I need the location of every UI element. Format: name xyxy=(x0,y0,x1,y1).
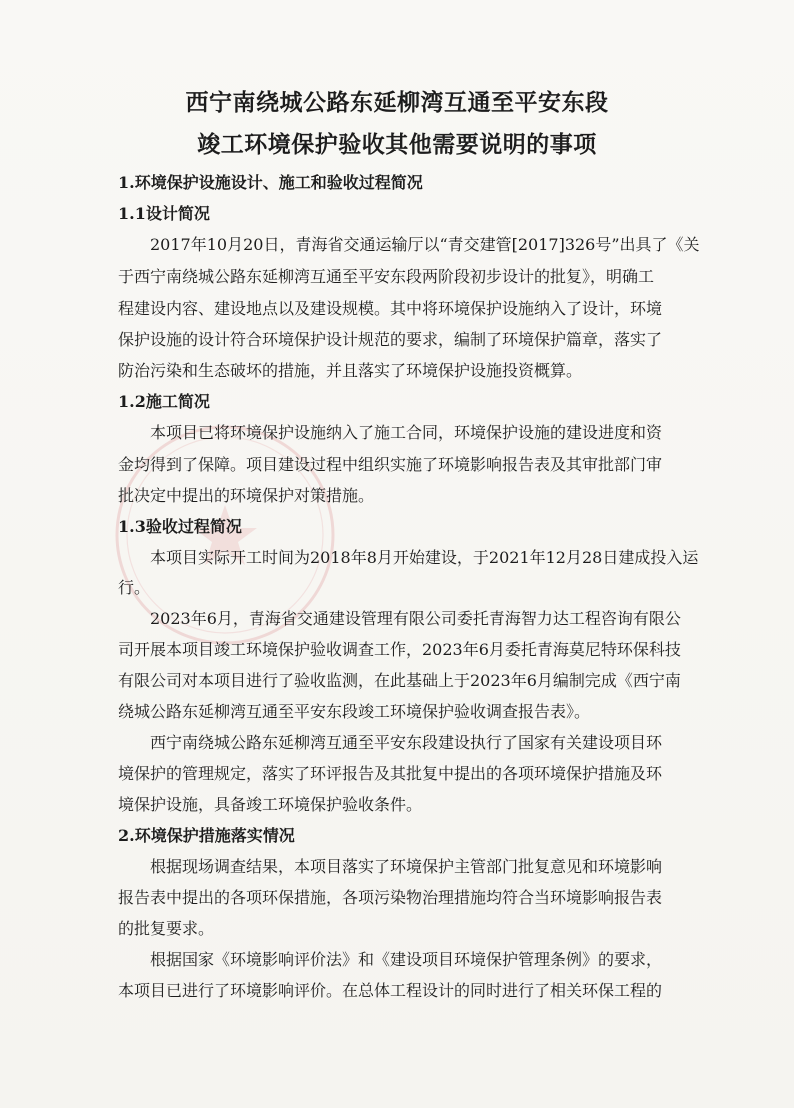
paragraph-line: 根据现场调查结果，本项目落实了环境保护主管部门批复意见和环境影响 xyxy=(150,857,663,876)
document-title-line-2: 竣工环境保护验收其他需要说明的事项 xyxy=(197,131,597,158)
section-1-2-heading: 1.2施工简况 xyxy=(118,392,210,411)
paragraph-line: 境保护设施，具备竣工环境保护验收条件。 xyxy=(118,795,423,814)
paragraph-line: 境保护的管理规定，落实了环评报告及其批复中提出的各项环境保护措施及环 xyxy=(118,764,663,783)
paragraph-line: 西宁南绕城公路东延柳湾互通至平安东段建设执行了国家有关建设项目环 xyxy=(150,733,663,752)
paragraph-line: 2017年10月20日，青海省交通运输厅以“青交建管[2017]326号”出具了《关 xyxy=(150,235,700,254)
paragraph-line: 保护设施的设计符合环境保护设计规范的要求，编制了环境保护篇章，落实了 xyxy=(118,330,663,349)
paragraph-line: 司开展本项目竣工环境保护验收调查工作，2023年6月委托青海莫尼特环保科技 xyxy=(118,640,681,659)
document-title-line-1: 西宁南绕城公路东延柳湾互通至平安东段 xyxy=(185,89,609,116)
paragraph-line: 行。 xyxy=(118,578,151,597)
paragraph-line: 本项目已将环境保护设施纳入了施工合同，环境保护设施的建设进度和资 xyxy=(150,423,663,442)
section-1-3-heading: 1.3验收过程简况 xyxy=(118,517,242,536)
section-2-heading: 2.环境保护措施落实情况 xyxy=(118,826,295,845)
paragraph-line: 本项目已进行了环境影响评价。在总体工程设计的同时进行了相关环保工程的 xyxy=(118,981,663,1000)
paragraph-line: 程建设内容、建设地点以及建设规模。其中将环境保护设施纳入了设计，环境 xyxy=(118,299,663,318)
paragraph-line: 的批复要求。 xyxy=(118,919,215,938)
paragraph-line: 批决定中提出的环境保护对策措施。 xyxy=(118,486,375,505)
paragraph-line: 于西宁南绕城公路东延柳湾互通至平安东段两阶段初步设计的批复》，明确工 xyxy=(118,267,655,286)
paragraph-line: 本项目实际开工时间为2018年8月开始建设，于2021年12月28日建成投入运 xyxy=(150,548,699,567)
paragraph-line: 报告表中提出的各项环保措施，各项污染物治理措施均符合当环境影响报告表 xyxy=(118,888,663,907)
paragraph-line: 绕城公路东延柳湾互通至平安东段竣工环境保护验收调查报告表》。 xyxy=(118,702,591,721)
paragraph-line: 2023年6月，青海省交通建设管理有限公司委托青海智力达工程咨询有限公 xyxy=(150,609,681,628)
paragraph-line: 有限公司对本项目进行了验收监测，在此基础上于2023年6月编制完成《西宁南 xyxy=(118,671,681,690)
paragraph-line: 根据国家《环境影响评价法》和《建设项目环境保护管理条例》的要求， xyxy=(150,950,663,969)
section-1-heading: 1.环境保护设施设计、施工和验收过程简况 xyxy=(118,173,423,192)
section-1-1-heading: 1.1设计简况 xyxy=(118,204,210,223)
paragraph-line: 金均得到了保障。项目建设过程中组织实施了环境影响报告表及其审批部门审 xyxy=(118,455,663,474)
paragraph-line: 防治污染和生态破坏的措施，并且落实了环境保护设施投资概算。 xyxy=(118,361,583,380)
